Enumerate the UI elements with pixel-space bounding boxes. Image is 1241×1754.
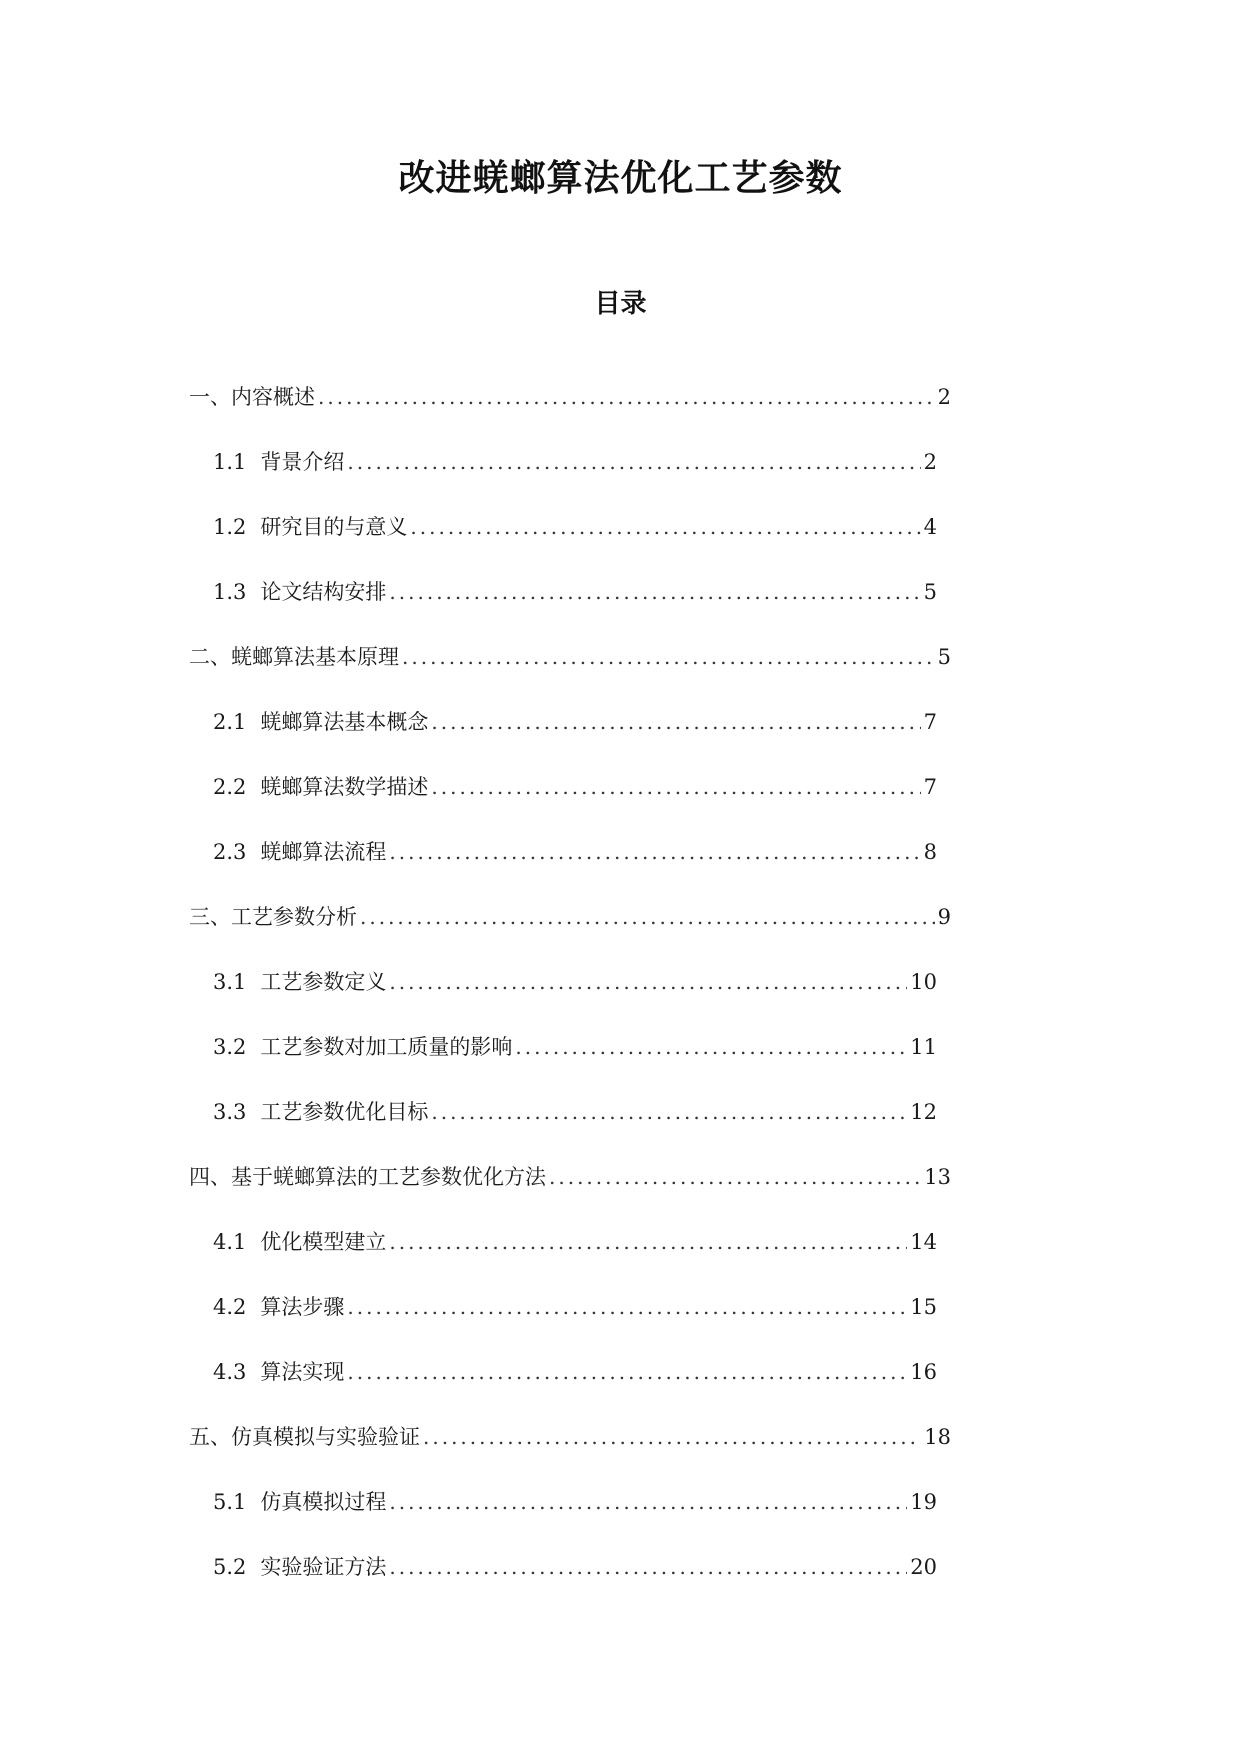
- toc-section-entry: [0, 1292, 1241, 1357]
- toc-chapter-entry: [0, 902, 1241, 967]
- toc-section-entry: [0, 512, 1241, 577]
- toc-chapter-entry: [0, 1162, 1241, 1227]
- toc-section-number: 4.1: [213, 1230, 247, 1254]
- toc-entry-label: 五、仿真模拟与实验验证: [189, 1425, 420, 1449]
- toc-page-number: 20: [910, 1555, 937, 1579]
- toc-section-number: 5.2: [213, 1555, 247, 1579]
- toc-dot-leader: [431, 1097, 907, 1127]
- toc-page-number: 5: [937, 645, 951, 669]
- toc-dot-leader: [423, 1422, 921, 1452]
- toc-section-number: 4.3: [213, 1360, 247, 1384]
- toc-page-number: 19: [910, 1490, 937, 1514]
- toc-entry-row: [213, 1097, 937, 1127]
- toc-section-entry: [0, 1357, 1241, 1422]
- toc-section-entry: [0, 707, 1241, 772]
- document-title: 改进蜣螂算法优化工艺参数: [398, 157, 843, 199]
- toc-entry-label: 蜣螂算法数学描述: [260, 775, 429, 799]
- toc-section-number: 2.2: [213, 775, 247, 799]
- toc-dot-leader: [389, 837, 920, 867]
- toc-dot-leader: [389, 1487, 907, 1517]
- toc-entry-row: [189, 382, 951, 412]
- toc-page-number: 7: [923, 775, 937, 799]
- toc-entry-label: 四、基于蜣螂算法的工艺参数优化方法: [189, 1165, 546, 1189]
- toc-dot-leader: [515, 1032, 907, 1062]
- toc-dot-leader: [389, 967, 907, 997]
- toc-page-number: 12: [910, 1100, 937, 1124]
- toc-section-number: 2.1: [213, 710, 247, 734]
- toc-entry-row: [213, 577, 937, 607]
- toc-dot-leader: [431, 707, 920, 737]
- toc-page-number: 15: [910, 1295, 937, 1319]
- toc-dot-leader: [410, 512, 920, 542]
- toc-section-entry: [0, 1487, 1241, 1552]
- toc-section-number: 3.3: [213, 1100, 247, 1124]
- toc-entry-label: 优化模型建立: [260, 1230, 387, 1254]
- toc-entry-label: 工艺参数对加工质量的影响: [260, 1035, 513, 1059]
- toc-entry-row: [189, 902, 951, 932]
- toc-section-entry: [0, 1097, 1241, 1162]
- toc-section-entry: [0, 447, 1241, 512]
- toc-dot-leader: [318, 382, 935, 412]
- toc-page-number: 9: [937, 905, 951, 929]
- toc-section-number: 1.2: [213, 515, 247, 539]
- toc-entry-label: 工艺参数优化目标: [260, 1100, 429, 1124]
- toc-page-number: 10: [910, 970, 937, 994]
- toc-page-number: 8: [923, 840, 937, 864]
- toc-section-number: 4.2: [213, 1295, 247, 1319]
- toc-page-number: 2: [937, 385, 951, 409]
- toc-dot-leader: [347, 1292, 907, 1322]
- table-of-contents: [0, 382, 1241, 1617]
- toc-page-number: 18: [924, 1425, 951, 1449]
- toc-section-entry: [0, 967, 1241, 1032]
- toc-entry-label: 算法实现: [260, 1360, 345, 1384]
- toc-section-entry: [0, 577, 1241, 642]
- toc-section-entry: [0, 837, 1241, 902]
- toc-entry-label: 蜣螂算法流程: [260, 840, 387, 864]
- toc-dot-leader: [360, 902, 935, 932]
- toc-page-number: 14: [910, 1230, 937, 1254]
- toc-entry-row: [213, 447, 937, 477]
- toc-page-number: 5: [923, 580, 937, 604]
- toc-entry-label: 背景介绍: [260, 450, 345, 474]
- toc-heading: 目录: [594, 289, 647, 319]
- toc-entry-label: 工艺参数定义: [260, 970, 387, 994]
- toc-entry-label: 二、蜣螂算法基本原理: [189, 645, 399, 669]
- toc-chapter-entry: [0, 382, 1241, 447]
- toc-entry-row: [213, 772, 937, 802]
- toc-entry-label: 算法步骤: [260, 1295, 345, 1319]
- toc-page-number: 4: [923, 515, 937, 539]
- toc-entry-row: [213, 1227, 937, 1257]
- toc-entry-row: [213, 1032, 937, 1062]
- toc-entry-label: 研究目的与意义: [260, 515, 408, 539]
- toc-section-entry: [0, 1552, 1241, 1617]
- toc-entry-row: [213, 1357, 937, 1387]
- toc-dot-leader: [431, 772, 920, 802]
- toc-entry-row: [213, 1487, 937, 1517]
- toc-entry-row: [189, 642, 951, 672]
- toc-section-number: 1.1: [213, 450, 247, 474]
- toc-section-number: 1.3: [213, 580, 247, 604]
- toc-entry-label: 一、内容概述: [189, 385, 315, 409]
- toc-entry-label: 实验验证方法: [260, 1555, 387, 1579]
- toc-entry-row: [213, 512, 937, 542]
- toc-section-number: 5.1: [213, 1490, 247, 1514]
- toc-entry-label: 论文结构安排: [260, 580, 387, 604]
- toc-entry-row: [213, 1292, 937, 1322]
- toc-entry-label: 仿真模拟过程: [260, 1490, 387, 1514]
- toc-section-number: 3.2: [213, 1035, 247, 1059]
- toc-section-entry: [0, 1032, 1241, 1097]
- toc-dot-leader: [389, 1227, 907, 1257]
- toc-section-number: 2.3: [213, 840, 247, 864]
- toc-entry-row: [213, 967, 937, 997]
- toc-dot-leader: [549, 1162, 921, 1192]
- toc-section-entry: [0, 1227, 1241, 1292]
- toc-page-number: 2: [923, 450, 937, 474]
- toc-section-entry: [0, 772, 1241, 837]
- toc-page-number: 7: [923, 710, 937, 734]
- toc-dot-leader: [347, 447, 920, 477]
- toc-entry-row: [213, 1552, 937, 1582]
- toc-chapter-entry: [0, 1422, 1241, 1487]
- toc-dot-leader: [347, 1357, 907, 1387]
- toc-entry-label: 蜣螂算法基本概念: [260, 710, 429, 734]
- toc-dot-leader: [389, 1552, 907, 1582]
- toc-entry-row: [213, 707, 937, 737]
- toc-section-number: 3.1: [213, 970, 247, 994]
- toc-entry-row: [189, 1422, 951, 1452]
- toc-dot-leader: [402, 642, 935, 672]
- toc-entry-row: [189, 1162, 951, 1192]
- toc-page-number: 13: [924, 1165, 951, 1189]
- toc-entry-row: [213, 837, 937, 867]
- toc-entry-label: 三、工艺参数分析: [189, 905, 357, 929]
- toc-dot-leader: [389, 577, 920, 607]
- toc-page-number: 11: [910, 1035, 937, 1059]
- toc-chapter-entry: [0, 642, 1241, 707]
- toc-page-number: 16: [910, 1360, 937, 1384]
